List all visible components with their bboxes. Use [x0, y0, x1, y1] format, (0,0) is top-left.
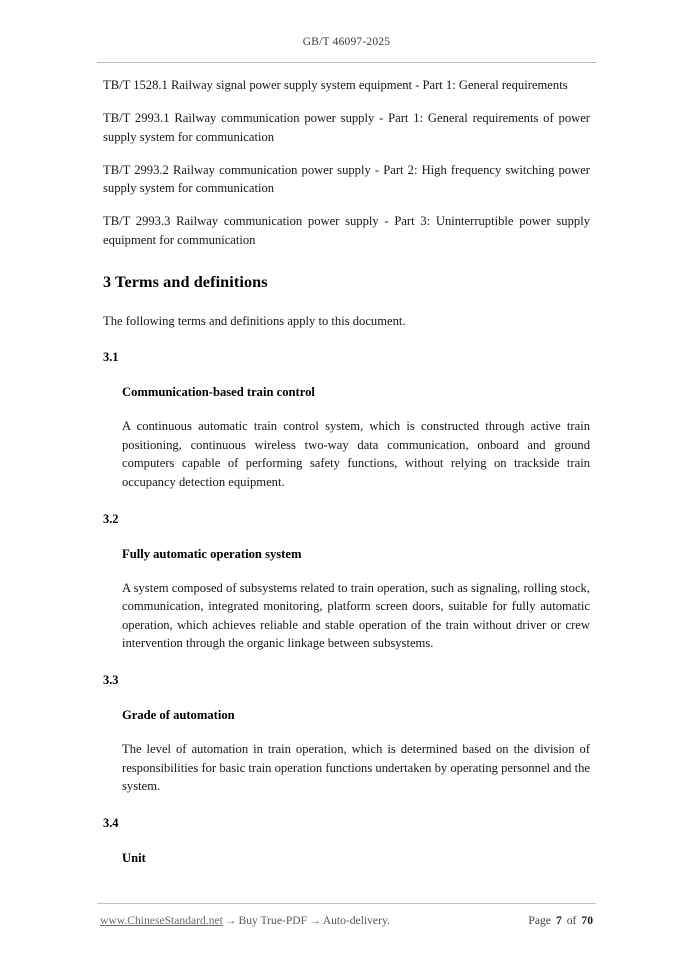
term-definition: A continuous automatic train control system, which is constructed through active train positioning, continuous wireless two-way data communication, onboard and ground computers capable of performing safety functions, without relying on trackside train occupancy detection equipment. [122, 419, 590, 490]
term-number: 3.2 [103, 511, 119, 526]
term-entry [103, 673, 590, 796]
term-entry [103, 350, 590, 491]
page-label: Page [528, 914, 551, 927]
section-intro: The following terms and definitions apply to this document. [103, 313, 406, 328]
standard-code: GB/T 46097-2025 [302, 36, 391, 48]
reference-item: TB/T 1528.1 Railway signal power supply system equipment - Part 1: General requirements [103, 78, 568, 92]
page-footer [100, 914, 596, 927]
buy-label: Buy True-PDF [238, 914, 308, 927]
reference-item: TB/T 2993.1 Railway communication power supply - Part 1: General requirements of power supply system for communication [103, 111, 590, 144]
arrow-right-icon: → [309, 914, 321, 927]
section-heading: 3 Terms and definitions [103, 272, 268, 291]
term-number: 3.3 [103, 673, 119, 687]
footer-divider [97, 903, 596, 904]
total-page-number: 70 [581, 914, 593, 927]
term-number: 3.4 [103, 815, 119, 830]
of-label: of [566, 914, 577, 927]
chinesestandard-link[interactable]: www.ChineseStandard.net [100, 914, 223, 927]
term-entry [103, 816, 590, 866]
delivery-label: Auto-delivery. [322, 914, 390, 927]
term-name: Grade of automation [122, 708, 235, 722]
header-divider [97, 62, 596, 63]
current-page-number: 7 [555, 914, 562, 927]
term-name: Fully automatic operation system [122, 546, 302, 561]
term-name: Communication-based train control [122, 385, 315, 400]
term-definition: The level of automation in train operation, which is determined based on the division of responsibilities for basic train operation functions undertaken by operating personnel and the system. [122, 742, 590, 794]
term-name: Unit [122, 850, 146, 865]
reference-item: TB/T 2993.2 Railway communication power supply - Part 2: High frequency switching power supply system for communication [103, 162, 590, 196]
reference-item: TB/T 2993.3 Railway communication power supply - Part 3: Uninterruptible power supply equipment for communication [103, 214, 590, 248]
arrow-right-icon: → [224, 914, 237, 927]
footer-watermark [100, 914, 390, 927]
page-indicator [526, 914, 596, 927]
term-number: 3.1 [103, 350, 119, 365]
term-entry [103, 512, 590, 653]
term-definition: A system composed of subsystems related to train operation, such as signaling, rolling stock, communication, integrated monitoring, platform screen doors, suitable for fully automatic operation, which achieves reliable and stable operation of the train without driver or crew intervention through the organic linkage between subsystems. [122, 580, 590, 651]
page-header [97, 36, 596, 48]
page-content [103, 76, 590, 866]
